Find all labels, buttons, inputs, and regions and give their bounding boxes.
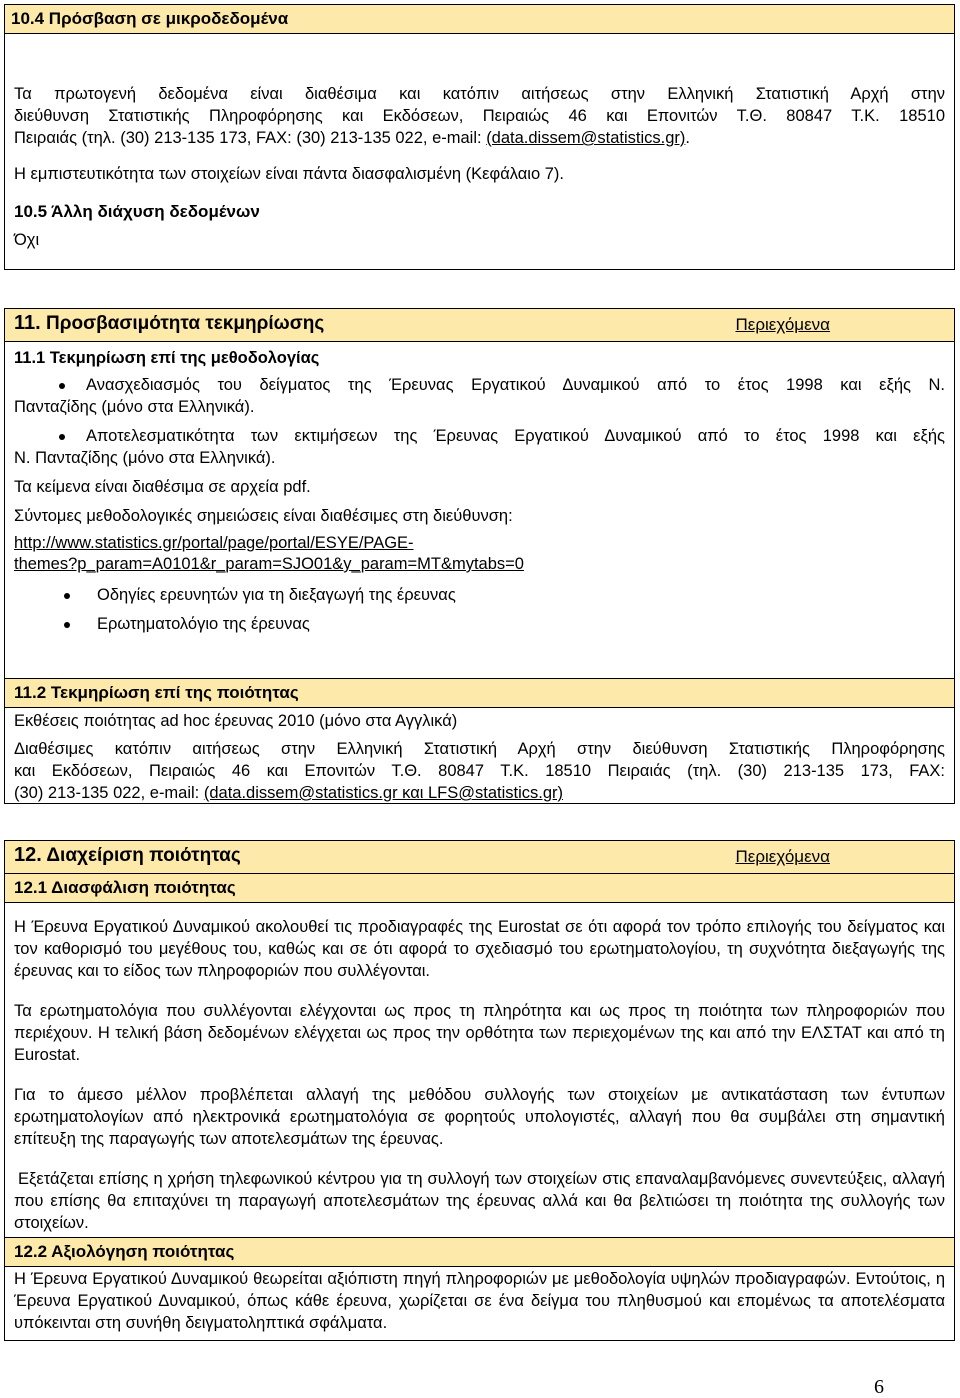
section-12-1-title: 12.1 Διασφάλιση ποιότητας xyxy=(14,878,236,897)
section-11-number: 11. xyxy=(14,312,41,334)
method-notes-intro: Σύντομες μεθοδολογικές σημειώσεις είναι διαθέσιμες στη διεύθυνση: xyxy=(14,507,513,525)
pdf-availability-note: Τα κείμενα είναι διαθέσιμα σε αρχεία pdf. xyxy=(14,478,311,496)
section-11-1-title: 11.1 Τεκμηρίωση επί της μεθοδολογίας xyxy=(14,349,320,367)
section-11-2-header xyxy=(5,679,954,708)
section-10-4-title: 10.4 Πρόσβαση σε μικροδεδομένα xyxy=(11,9,289,28)
quality-assessment-text: Η Έρευνα Εργατικού Δυναμικού θεωρείται αξιόπιστη πηγή πληροφοριών με μεθοδολογία υψηλών προδιαγραφών. Εντούτοις, η Έρευνα Εργατικού Δυναμικού, όπως κάθε έρευνα, χωρίζεται σε ένα δείγμα του πληθυσμού και επομένως τα αποτελέσματα υπόκεινται στη συνήθη δειγματοληπτικά σφάλματα. xyxy=(14,1270,945,1332)
section-12-2-body xyxy=(5,1267,954,1334)
method-notes-url[interactable]: http://www.statistics.gr/portal/page/portal/ESYE/PAGE- themes?p_param=A0101&r_param=SJO01&y_param=MT&mytabs=0 xyxy=(14,534,524,573)
quality-availability-line1: Διαθέσιμες κατόπιν αιτήσεως στην Ελληνική Στατιστική Αρχή στην διεύθυνση Στατιστικής Πληροφόρησης xyxy=(14,740,945,758)
bullet-icon xyxy=(64,593,70,599)
access-text-line3: Πειραιάς (τηλ. (30) 213-135 173, FAX: (30) 213-135 022, e-mail: (data.dissem@statistics.gr). xyxy=(14,129,690,147)
access-email-link[interactable]: (data.dissem@statistics.gr) xyxy=(486,129,686,147)
methodology-doc-list xyxy=(14,374,945,469)
section-12-2-header xyxy=(5,1238,954,1267)
methodology-doc-item[interactable]: Αποτελεσματικότητα των εκτιμήσεων της Έρευνας Εργατικού Δυναμικού από το έτος 1998 και εξής Ν. Πανταζίδης (μόνο στα Ελληνικά). xyxy=(14,427,945,467)
access-text-line2: διεύθυνση Στατιστικής Πληροφόρησης και Εκδόσεων, Πειραιώς 46 και Επονιτών Τ.Θ. 80847 Τ.Κ. 18510 xyxy=(14,107,945,125)
section-12-title: Διαχείριση ποιότητας xyxy=(46,845,241,866)
methodology-doc-item[interactable]: Ανασχεδιασμός του δείγματος της Έρευνας Εργατικού Δυναμικού από το έτος 1998 και εξής Ν. Πανταζίδης (μόνο στα Ελληνικά). xyxy=(14,376,945,416)
section-11-1-body xyxy=(5,347,954,679)
section-12-number: 12. xyxy=(14,844,42,866)
bullet-icon xyxy=(59,434,65,440)
section-10-4-body xyxy=(5,83,954,251)
section-12-1-header xyxy=(5,874,954,903)
quality-assurance-p2: Τα ερωτηματολόγια που συλλέγονται ελέγχονται ως προς τη πληρότητα και ως προς τη ποιότητα των πληροφοριών που περιέχουν. Η τελική βάση δεδομένων ελέγχεται ως προς την ορθότητα των περιεχομένων της και από την ΕΛΣΤΑΤ και από τη Eurostat. xyxy=(14,1002,945,1064)
section-11-box xyxy=(4,308,955,804)
section-10-5-title: 10.5 Άλλη διάχυση δεδομένων xyxy=(14,202,260,221)
section-11-2-body xyxy=(5,708,954,804)
section-10-5-value: Όχι xyxy=(14,231,40,249)
section-10-4-box xyxy=(4,4,955,270)
access-text-line1: Τα πρωτογενή δεδομένα είναι διαθέσιμα και κατόπιν αιτήσεως στην Ελληνική Στατιστική Αρχή στην xyxy=(14,85,945,103)
bullet-icon xyxy=(64,622,70,628)
section-12-2-title: 12.2 Αξιολόγηση ποιότητας xyxy=(14,1242,235,1261)
contents-link-11[interactable]: Περιεχόμενα xyxy=(735,315,830,334)
section-11-header xyxy=(5,309,954,342)
survey-doc-item[interactable]: Οδηγίες ερευνητών για τη διεξαγωγή της έρευνας xyxy=(14,584,945,606)
page-number: 6 xyxy=(874,1376,884,1398)
section-11-title: Προσβασιμότητα τεκμηρίωσης xyxy=(45,313,325,334)
survey-docs-list xyxy=(14,584,945,635)
quality-email-link[interactable]: (data.dissem@statistics.gr και LFS@statistics.gr) xyxy=(203,784,564,802)
quality-availability-line2: και Εκδόσεων, Πειραιώς 46 και Επονιτών Τ.Θ. 80847 Τ.Κ. 18510 Πειραιάς (τηλ. (30) 213-135 173, FAX: xyxy=(14,762,945,780)
bullet-icon xyxy=(59,383,65,389)
section-10-4-header xyxy=(5,5,954,34)
survey-doc-item[interactable]: Ερωτηματολόγιο της έρευνας xyxy=(14,613,945,635)
section-12-1-body xyxy=(5,903,954,1238)
quality-assurance-p3: Για το άμεσο μέλλον προβλέπεται αλλαγή της μεθόδου συλλογής των στοιχείων με αντικατάσταση των έντυπων ερωτηματολογίων από ηλεκτρονικά ερωτηματολόγια σε φορητούς υπολογιστές, αλλαγή που θα συμβάλει στη σημαντική επίτευξη της παραγωγής των αποτελεσμάτων της έρευνας. xyxy=(14,1086,945,1148)
quality-reports-text: Εκθέσεις ποιότητας ad hoc έρευνας 2010 (μόνο στα Αγγλικά) xyxy=(14,712,458,730)
section-11-2-title: 11.2 Τεκμηρίωση επί της ποιότητας xyxy=(14,683,299,702)
confidentiality-text: Η εμπιστευτικότητα των στοιχείων είναι πάντα διασφαλισμένη (Κεφάλαιο 7). xyxy=(14,165,564,183)
quality-availability-line3: (30) 213-135 022, e-mail: (data.dissem@statistics.gr και LFS@statistics.gr) xyxy=(14,784,564,802)
section-12-box xyxy=(4,840,955,1341)
quality-assurance-p4: Εξετάζεται επίσης η χρήση τηλεφωνικού κέντρου για τη συλλογή των στοιχείων στις επαναλαμβανόμενες συνεντεύξεις, αλλαγή που επίσης θα επιταχύνει τη παραγωγή αποτελεσμάτων της έρευνας αλλά και θα βελτιώσει τη ποιότητα της συλλογής των στοιχείων. xyxy=(14,1170,945,1232)
section-12-header xyxy=(5,841,954,874)
quality-assurance-p1: Η Έρευνα Εργατικού Δυναμικού ακολουθεί τις προδιαγραφές της Eurostat σε ότι αφορά τον τρόπο επιλογής του δείγματος και τον καθορισμό του μεγέθους του, καθώς και σε ότι αφορά το σχεδιασμό του ερωτηματολογίου, τη συχνότητα διεξαγωγής της έρευνας και το είδος των πληροφοριών που συλλέγονται. xyxy=(14,918,945,980)
contents-link-12[interactable]: Περιεχόμενα xyxy=(735,847,830,866)
